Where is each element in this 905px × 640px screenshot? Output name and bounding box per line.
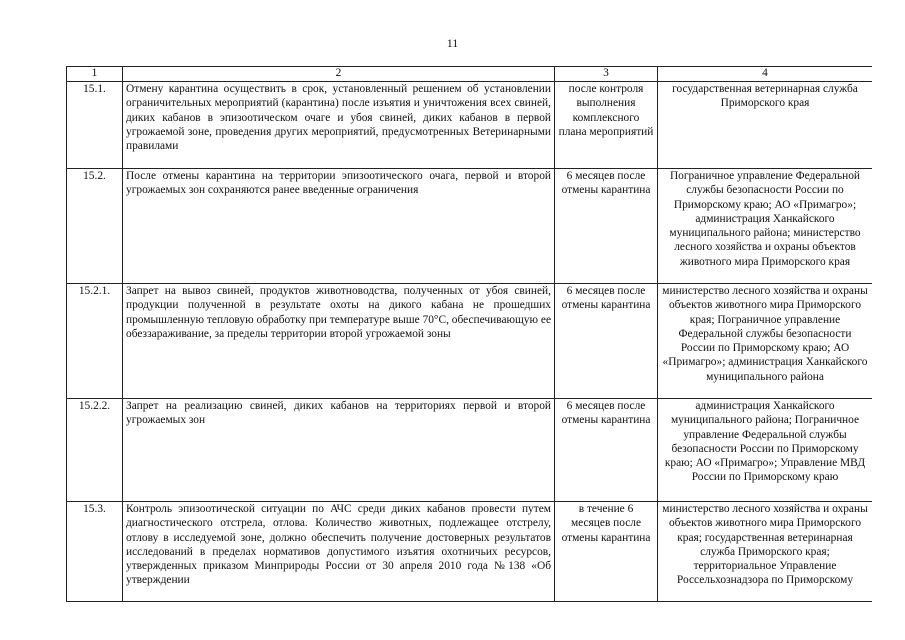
table-row <box>67 502 873 602</box>
row-number: 15.2.2. <box>67 399 123 502</box>
column-header-3: 3 <box>555 67 658 82</box>
table-row <box>67 169 873 284</box>
measure-text: Запрет на вывоз свиней, продуктов животноводства, полученных от убоя свиней, продукции полученной в результате охоты на дикого кабана не прошедших промышленную тепловую обработку при температуре выше 70°С, обеспечивающую ее обеззараживание, за пределы территории второй угрожаемой зоны <box>123 284 555 399</box>
column-header-2: 2 <box>123 67 555 82</box>
table-container <box>66 66 872 640</box>
responsible-text: министерство лесного хозяйства и охраны объектов животного мира Приморского края; государственная ветеринарная служба Приморского края; территориальное Управление Россельхознадзора по Приморскому <box>658 502 873 602</box>
table-header-row <box>67 67 873 82</box>
row-number: 15.2. <box>67 169 123 284</box>
row-number: 15.3. <box>67 502 123 602</box>
term-text: 6 месяцев после отмены карантина <box>555 169 658 284</box>
row-number: 15.1. <box>67 82 123 169</box>
term-text: в течение 6 месяцев после отмены карантина <box>555 502 658 602</box>
measure-text: Запрет на реализацию свиней, диких кабанов на территориях первой и второй угрожаемых зон <box>123 399 555 502</box>
responsible-text: государственная ветеринарная служба Приморского края <box>658 82 873 169</box>
term-text: 6 месяцев после отмены карантина <box>555 284 658 399</box>
measures-table <box>66 66 872 602</box>
page-number: 11 <box>446 36 459 50</box>
measure-text: После отмены карантина на территории эпизоотического очага, первой и второй угрожаемых зон сохраняются ранее введенные ограничения <box>123 169 555 284</box>
responsible-text: Пограничное управление Федеральной службы безопасности России по Приморскому краю; АО «Примагро»; администрация Ханкайского муниципального района; министерство лесного хозяйства и охраны объектов животного мира Приморского края <box>658 169 873 284</box>
responsible-text: администрация Ханкайского муниципального района; Пограничное управление Федеральной службы безопасности России по Приморскому краю; АО «Примагро»; Управление МВД России по Приморскому краю <box>658 399 873 502</box>
row-number: 15.2.1. <box>67 284 123 399</box>
term-text: 6 месяцев после отмены карантина <box>555 399 658 502</box>
table-row <box>67 399 873 502</box>
responsible-text: министерство лесного хозяйства и охраны объектов животного мира Приморского края; Пограничное управление Федеральной службы безопасности России по Приморскому краю; АО «Примагро»; администрация Ханкайского муниципального района <box>658 284 873 399</box>
column-header-4: 4 <box>658 67 873 82</box>
table-row <box>67 284 873 399</box>
measure-text: Контроль эпизоотической ситуации по АЧС среди диких кабанов провести путем диагностического отстрела, отлова. Количество животных, подлежащее отстрелу, отлову в исследуемой зоне, должно обеспечить получение достоверных результатов исследований в пределах нормативов допустимого изъятия охотничьих ресурсов, утвержденных приказом Минприроды России от 30 апреля 2010 года №138 «Об утверждении <box>123 502 555 602</box>
term-text: после контроля выполнения комплексного плана мероприятий <box>555 82 658 169</box>
column-header-1: 1 <box>67 67 123 82</box>
measure-text: Отмену карантина осуществить в срок, установленный решением об установлении ограничительных мероприятий (карантина) после изъятия и уничтожения всех свиней, диких кабанов в эпизоотическом очаге и убоя свиней, диких кабанов в первой угрожаемой зоне, проведения других мероприятий, предусмотренных Ветеринарными правилами <box>123 82 555 169</box>
table-row <box>67 82 873 169</box>
